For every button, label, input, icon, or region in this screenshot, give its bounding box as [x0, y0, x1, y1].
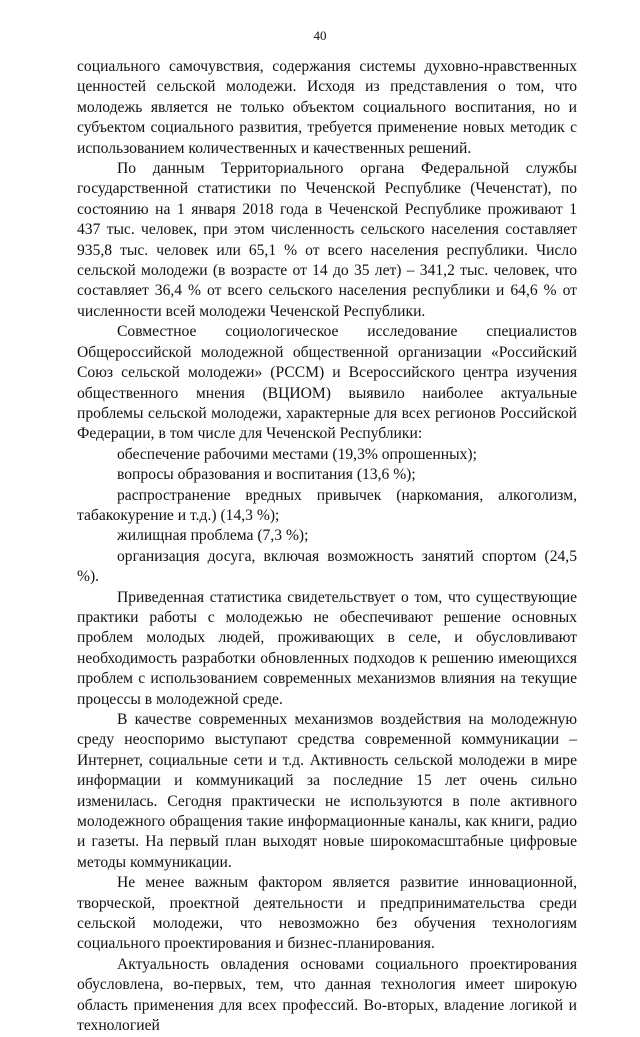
- document-body: [77, 57, 577, 1037]
- list-item-housing: жилищная проблема (7,3 %);: [117, 527, 309, 545]
- paragraph-innovation: Не менее важным фактором является развитие инновационной, творческой, проектной деятельности и предпринимательства среди сельской молодежи, что невозможно без обучения технологиям социального проектирования и бизнес-планирования.: [77, 874, 577, 953]
- list-item-education: вопросы образования и воспитания (13,6 %);: [117, 466, 416, 484]
- list-item-bad-habits: распространение вредных привычек (наркомания, алкоголизм, табакокурение и т.д.) (14,3 %);: [77, 486, 577, 524]
- paragraph-research: Совместное социологическое исследование специалистов Общероссийской молодежной общественной организации «Российский Союз сельской молодежи» (РССМ) и Всероссийского центра изучения общественного мнения (ВЦИОМ) выявило наиболее актуальные проблемы сельской молодежи, характерные для всех регионов Российской Федерации, в том числе для Чеченской Республики:: [77, 323, 577, 443]
- paragraph-relevance: Актуальность овладения основами социального проектирования обусловлена, во-первых, тем, что данная технология имеет широкую область применения для всех профессий. Во-вторых, владение логикой и технологией: [77, 955, 577, 1035]
- paragraph-continuation: социального самочувствия, содержания системы духовно-нравственных ценностей сельской молодежи. Исходя из представления о том, что молодежь является не только объектом социального воспитания, но и субъектом социального развития, требуется применение новых методик с использованием количественных и качественных решений.: [77, 58, 577, 157]
- paragraph-communication: В качестве современных механизмов воздействия на молодежную среду неоспоримо выступают средства современной коммуникации – Интернет, социальные сети и т.д. Активность сельской молодежи в мире информации и коммуникаций за последние 15 лет очень сильно изменилась. Сегодня практически не используются в поле активного молодежного обращения такие информационные каналы, как книги, радио и газеты. На первый план выходят новые широкомасштабные цифровые методы коммуникации.: [77, 711, 577, 871]
- page-number: 40: [313, 28, 327, 43]
- paragraph-statistics: По данным Территориального органа Федеральной службы государственной статистики по Чеченской Республике (Чеченстат), по состоянию на 1 января 2018 года в Чеченской Республике проживают 1 437 тыс. человек, при этом численность сельского населения составляет 935,8 тыс. человек или 65,1 % от всего населения республики. Число сельской молодежи (в возрасте от 14 до 35 лет) – 341,2 тыс. человек, что составляет 36,4 % от всего сельского населения республики и 64,6 % от численности всей молодежи Чеченской Республики.: [77, 160, 577, 320]
- list-item-jobs: обеспечение рабочими местами (19,3% опрошенных);: [117, 445, 477, 463]
- list-item-leisure: организация досуга, включая возможность занятий спортом (24,5 %).: [77, 547, 577, 586]
- paragraph-conclusion: Приведенная статистика свидетельствует о том, что существующие практики работы с молодежью не обеспечивают решение основных проблем молодых людей, проживающих в селе, и обусловливают необходимость разработки обновленных подходов к решению имеющихся проблем с использованием современных механизмов влияния на текущие процессы в молодежной среде.: [77, 588, 577, 708]
